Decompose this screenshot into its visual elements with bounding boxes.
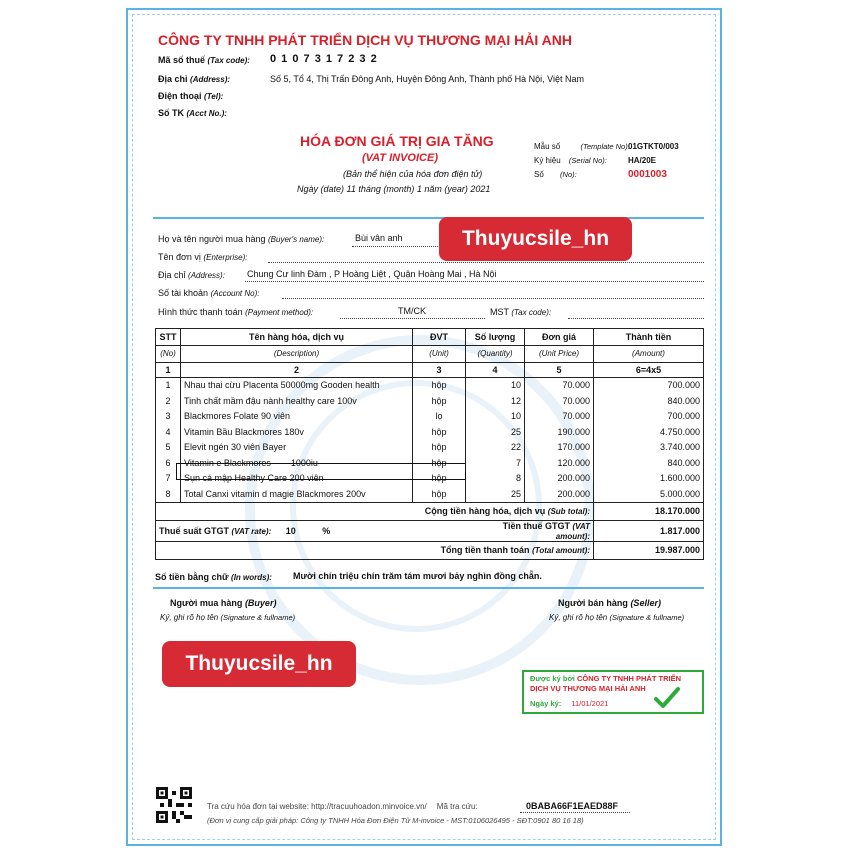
row-qty: 10 bbox=[466, 377, 525, 393]
buyer-address-label: Địa chỉ (Address): bbox=[158, 270, 225, 280]
payment-method: TM/CK bbox=[398, 306, 426, 316]
vat-row bbox=[156, 520, 704, 541]
tax-code-label: Mã số thuế (Tax code): bbox=[158, 55, 250, 65]
header-qty: Số lượng bbox=[466, 329, 525, 346]
provider-note: (Đơn vị cung cấp giải pháp: Công ty TNHH Hóa Đơn Điện Tử M-invoice - MST:0106026495 - SĐT:0901 80 16 18) bbox=[207, 816, 584, 825]
seller-tax-code: 0 1 0 7 3 1 7 2 3 2 bbox=[270, 53, 378, 65]
invoice-subtitle: (Bản thể hiện của hóa đơn điện tử) bbox=[343, 169, 483, 179]
template-label: Mẫu số (Template No): bbox=[534, 142, 630, 151]
vat-amount-value: 1.817.000 bbox=[594, 520, 704, 541]
row-unit: hộp bbox=[413, 424, 466, 440]
items-table bbox=[155, 328, 704, 560]
total-label-cell: Tổng tiền thanh toán (Total amount): bbox=[156, 541, 594, 559]
row-desc: Tinh chất mầm đậu nành healthy care 100v bbox=[181, 393, 413, 409]
row-no: 7 bbox=[156, 471, 181, 487]
lookup-code: 0BABA66F1EAED88F bbox=[526, 801, 619, 811]
table-row bbox=[156, 440, 704, 456]
row-no: 1 bbox=[156, 377, 181, 393]
header-unit: ĐVT bbox=[413, 329, 466, 346]
total-row bbox=[156, 541, 704, 559]
table-row bbox=[156, 409, 704, 425]
row-desc: Vitamin e Blackmores 1000iu bbox=[181, 455, 413, 471]
row-no: 5 bbox=[156, 440, 181, 456]
serial-label: Ký hiệu (Serial No): bbox=[534, 156, 607, 165]
row-desc: Blackmores Folate 90 viên bbox=[181, 409, 413, 425]
digital-signature-box bbox=[522, 670, 704, 714]
payment-line bbox=[340, 318, 485, 319]
row-no: 8 bbox=[156, 486, 181, 502]
total-value: 19.987.000 bbox=[594, 541, 704, 559]
table-row bbox=[156, 424, 704, 440]
qr-code-icon bbox=[156, 787, 192, 823]
buyer-name-label: Họ và tên người mua hàng (Buyer's name): bbox=[158, 234, 325, 244]
header-price: Đơn giá bbox=[525, 329, 594, 346]
subtotal-row bbox=[156, 502, 704, 520]
row-qty: 10 bbox=[466, 409, 525, 425]
buyer-sign-sub: Ký, ghi rõ họ tên (Signature & fullname) bbox=[160, 613, 296, 622]
row-no: 4 bbox=[156, 424, 181, 440]
index-stt: 1 bbox=[156, 362, 181, 377]
row-qty: 8 bbox=[466, 471, 525, 487]
row-desc: Total Canxi vitamin d magie Blackmores 200v bbox=[181, 486, 413, 502]
subheader-price: (Unit Price) bbox=[525, 345, 594, 362]
acct-label: Số TK (Acct No.): bbox=[158, 108, 227, 118]
phone-label: Điện thoại (Tel): bbox=[158, 91, 224, 101]
subheader-stt: (No) bbox=[156, 345, 181, 362]
subtotal-value: 18.170.000 bbox=[594, 502, 704, 520]
row-desc: Nhau thai cừu Placenta 50000mg Gooden health bbox=[181, 377, 413, 393]
row-price: 120.000 bbox=[525, 455, 594, 471]
row-unit: hộp bbox=[413, 440, 466, 456]
number-label: Số (No): bbox=[534, 170, 577, 179]
buyer-address-line bbox=[245, 281, 704, 282]
enterprise-label: Tên đơn vị (Enterprise): bbox=[158, 252, 248, 262]
invoice-date: Ngày (date) 11 tháng (month) 1 năm (year) 2021 bbox=[297, 184, 491, 194]
buyer-sign-title: Người mua hàng (Buyer) bbox=[170, 598, 277, 608]
highlight-box bbox=[176, 463, 466, 480]
buyer-address: Chung Cư linh Đàm , P Hoàng Liệt , Quận Hoàng Mai , Hà Nội bbox=[247, 269, 497, 279]
checkmark-icon bbox=[654, 686, 680, 710]
subheader-desc: (Description) bbox=[181, 345, 413, 362]
lookup-code-line bbox=[520, 812, 630, 813]
row-amount: 3.740.000 bbox=[594, 440, 704, 456]
vat-amount-label-cell: Tiền thuế GTGT (VAT amount): bbox=[466, 520, 594, 541]
row-price: 190.000 bbox=[525, 424, 594, 440]
watermark-badge-top: Thuyucsile_hn bbox=[439, 217, 632, 261]
row-amount: 5.000.000 bbox=[594, 486, 704, 502]
row-unit: hộp bbox=[413, 393, 466, 409]
row-qty: 22 bbox=[466, 440, 525, 456]
row-qty: 25 bbox=[466, 486, 525, 502]
account-label: Số tài khoản (Account No): bbox=[158, 288, 260, 298]
table-row bbox=[156, 486, 704, 502]
header-desc: Tên hàng hóa, dịch vụ bbox=[181, 329, 413, 346]
subheader-amount: (Amount) bbox=[594, 345, 704, 362]
vat-rate-cell: Thuế suất GTGT (VAT rate): 10 % bbox=[156, 520, 466, 541]
lookup-line: Tra cứu hóa đơn tại website: http://tracuuhoadon.minvoice.vn/ Mã tra cứu: bbox=[207, 802, 478, 811]
invoice-number: 0001003 bbox=[628, 169, 667, 180]
header-stt: STT bbox=[156, 329, 181, 346]
index-qty: 4 bbox=[466, 362, 525, 377]
watermark-badge-bottom: Thuyucsile_hn bbox=[162, 641, 356, 687]
seller-sign-title: Người bán hàng (Seller) bbox=[558, 598, 661, 608]
lookup-url[interactable]: http://tracuuhoadon.minvoice.vn/ bbox=[311, 802, 427, 811]
index-unit: 3 bbox=[413, 362, 466, 377]
mst-label: MST (Tax code): bbox=[490, 307, 552, 317]
signed-by-text: Được ký bởi CÔNG TY TNHH PHÁT TRIỂN DỊCH VỤ THƯƠNG MẠI HẢI ANH bbox=[530, 674, 681, 693]
subheader-unit: (Unit) bbox=[413, 345, 466, 362]
seller-address: Số 5, Tổ 4, Thị Trấn Đông Anh, Huyện Đông Anh, Thành phố Hà Nội, Việt Nam bbox=[270, 74, 585, 84]
words-label: Số tiền bằng chữ (In words): bbox=[155, 572, 272, 582]
row-no: 3 bbox=[156, 409, 181, 425]
row-price: 200.000 bbox=[525, 486, 594, 502]
enterprise-line bbox=[268, 262, 704, 263]
row-unit: hộp bbox=[413, 471, 466, 487]
row-qty: 25 bbox=[466, 424, 525, 440]
row-price: 200.000 bbox=[525, 471, 594, 487]
address-label: Địa chỉ (Address): bbox=[158, 74, 231, 84]
row-price: 70.000 bbox=[525, 409, 594, 425]
seller-name: CÔNG TY TNHH PHÁT TRIỂN DỊCH VỤ THƯƠNG MẠI HẢI ANH bbox=[158, 32, 572, 48]
buyer-name-line bbox=[352, 246, 442, 247]
header-amount: Thành tiền bbox=[594, 329, 704, 346]
row-unit: hộp bbox=[413, 455, 466, 471]
seller-sign-sub: Ký, ghi rõ họ tên (Signature & fullname) bbox=[549, 613, 685, 622]
payment-label: Hình thức thanh toán (Payment method): bbox=[158, 307, 314, 317]
index-amount: 6=4x5 bbox=[594, 362, 704, 377]
invoice-title: HÓA ĐƠN GIÁ TRỊ GIA TĂNG bbox=[300, 133, 494, 149]
row-price: 70.000 bbox=[525, 393, 594, 409]
row-no: 6 bbox=[156, 455, 181, 471]
table-row bbox=[156, 377, 704, 393]
buyer-name: Bùi vân anh bbox=[355, 233, 403, 243]
row-no: 2 bbox=[156, 393, 181, 409]
row-unit: lọ bbox=[413, 409, 466, 425]
account-line bbox=[282, 298, 704, 299]
row-amount: 700.000 bbox=[594, 409, 704, 425]
row-qty: 7 bbox=[466, 455, 525, 471]
row-desc: Sụn cá mập Healthy Care 200 viên bbox=[181, 471, 413, 487]
table-row bbox=[156, 393, 704, 409]
row-amount: 4.750.000 bbox=[594, 424, 704, 440]
template-no: 01GTKT0/003 bbox=[628, 142, 679, 151]
row-amount: 700.000 bbox=[594, 377, 704, 393]
row-desc: Vitamin Bầu Blackmores 180v bbox=[181, 424, 413, 440]
row-price: 70.000 bbox=[525, 377, 594, 393]
row-qty: 12 bbox=[466, 393, 525, 409]
sign-date-row: Ngày ký: 11/01/2021 bbox=[530, 699, 609, 708]
row-unit: hộp bbox=[413, 377, 466, 393]
row-desc: Elevit ngén 30 viên Bayer bbox=[181, 440, 413, 456]
row-amount: 840.000 bbox=[594, 455, 704, 471]
index-price: 5 bbox=[525, 362, 594, 377]
subheader-qty: (Quantity) bbox=[466, 345, 525, 362]
serial-no: HA/20E bbox=[628, 156, 657, 165]
index-desc: 2 bbox=[181, 362, 413, 377]
row-amount: 1.600.000 bbox=[594, 471, 704, 487]
subtotal-label-cell: Cộng tiền hàng hóa, dịch vụ (Sub total): bbox=[156, 502, 594, 520]
mst-line bbox=[568, 318, 704, 319]
row-unit: hộp bbox=[413, 486, 466, 502]
words-value: Mười chín triệu chín trăm tám mươi bảy nghìn đồng chẵn. bbox=[293, 571, 542, 581]
divider-words bbox=[153, 587, 704, 589]
row-price: 170.000 bbox=[525, 440, 594, 456]
invoice-title-en: (VAT INVOICE) bbox=[362, 152, 438, 164]
row-amount: 840.000 bbox=[594, 393, 704, 409]
